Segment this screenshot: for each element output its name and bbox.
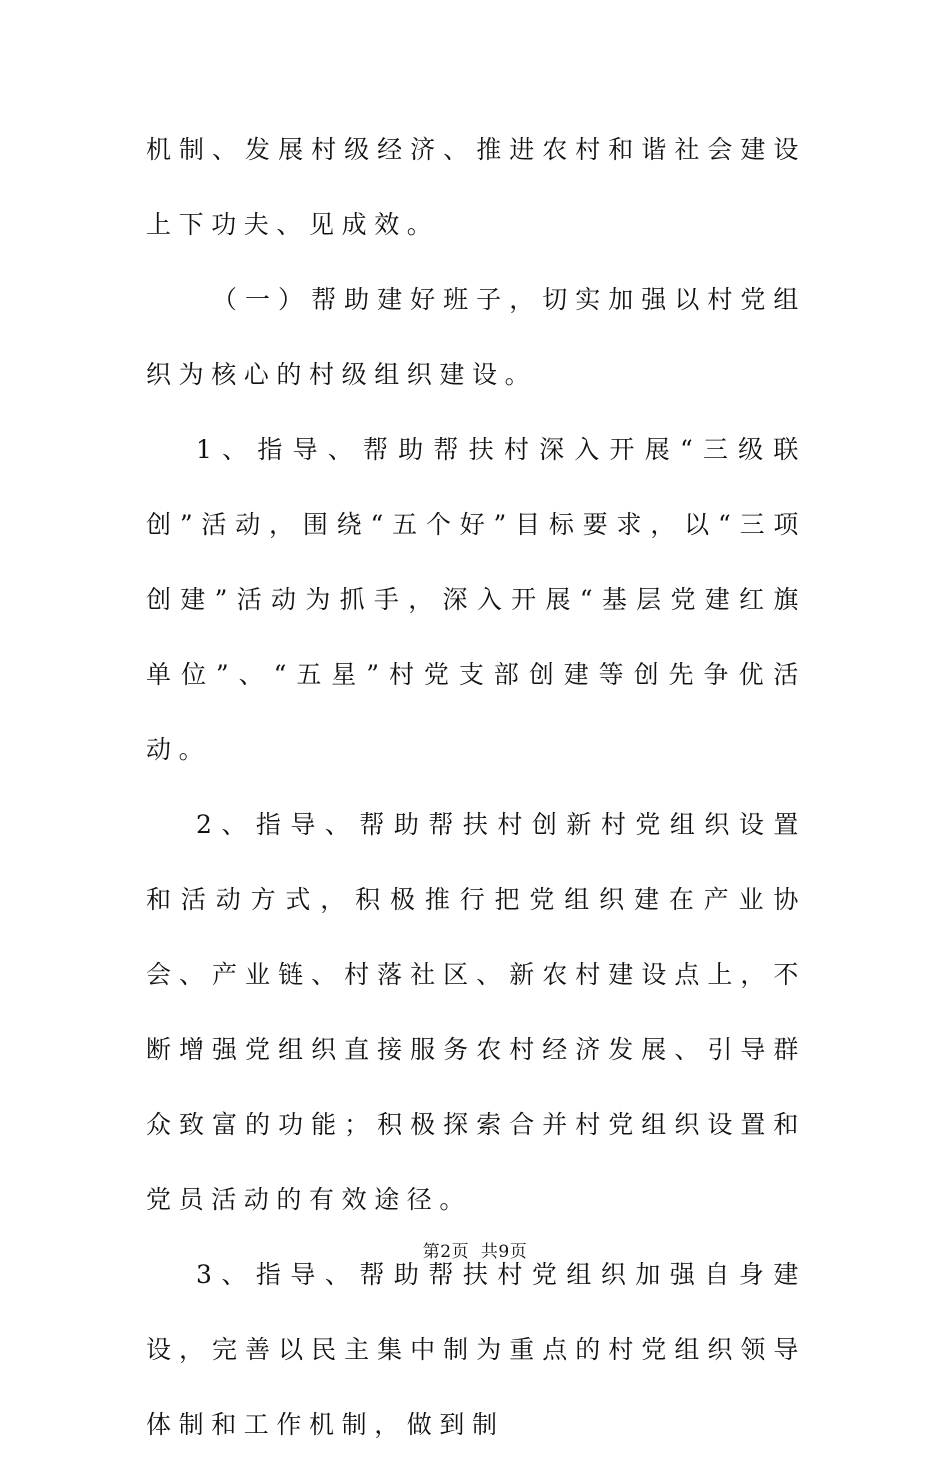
paragraph-item-1: 1、指导、帮助帮扶村深入开展“三级联创”活动，围绕“五个好”目标要求，以“三项创建”活动为抓手，深入开展“基层党建红旗单位”、“五星”村党支部创建等创先争优活动。 — [146, 435, 806, 764]
paragraph-item-3: 3、指导、帮助帮扶村党组织加强自身建设，完善以民主集中制为重点的村党组织领导体制和工作机制，做到制 — [146, 1260, 806, 1439]
section-heading-1: （一）帮助建好班子，切实加强以村党组织为核心的村级组织建设。 — [146, 285, 806, 389]
paragraph-continuation: 机制、发展村级经济、推进农村和谐社会建设上下功夫、见成效。 — [146, 135, 806, 239]
paragraph-item-2: 2、指导、帮助帮扶村创新村党组织设置和活动方式，积极推行把党组织建在产业协会、产业链、村落社区、新农村建设点上，不断增强党组织直接服务农村经济发展、引导群众致富的功能；积极探索合并村党组织设置和党员活动的有效途径。 — [146, 810, 806, 1214]
page-footer: 第2页 共9页 — [422, 1242, 528, 1262]
